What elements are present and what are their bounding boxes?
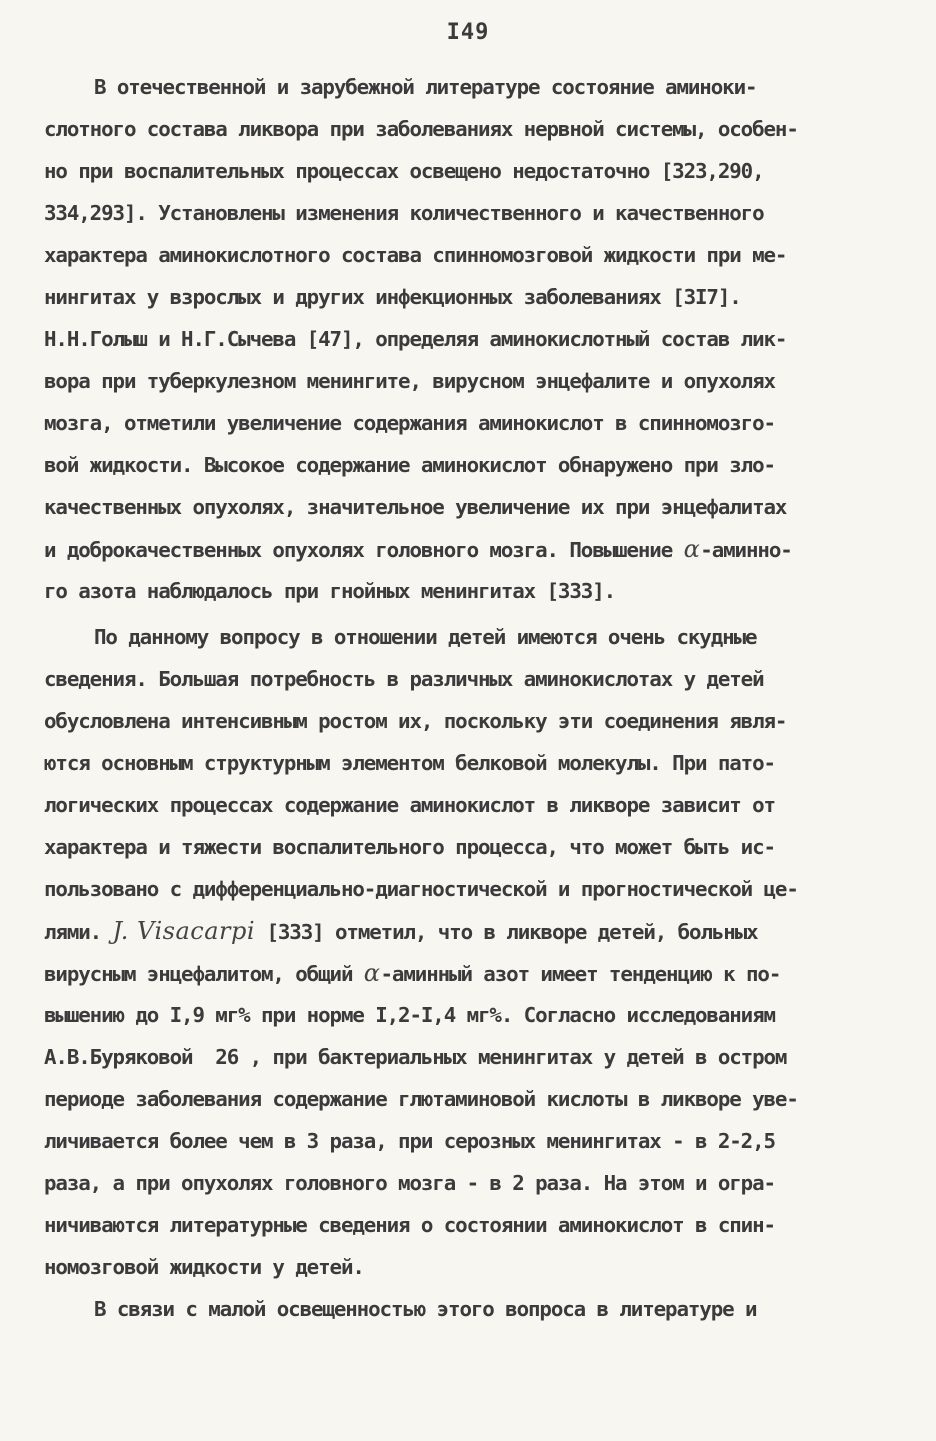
text-segment: вой жидкости. Высокое содержание аминокислот обнаружено при зло- xyxy=(44,453,775,477)
text-segment: ются основным структурным элементом белковой молекулы. При пато- xyxy=(44,751,775,775)
text-line xyxy=(44,410,775,436)
text-segment: периоде заболевания содержание глютаминовой кислоты в ликворе уве- xyxy=(44,1087,798,1111)
text-line xyxy=(44,834,775,860)
text-segment: личивается более чем в 3 раза, при серозных менингитах - в 2-2,5 xyxy=(44,1129,775,1153)
text-segment: и доброкачественных опухолях головного мозга. Повышение xyxy=(44,538,684,562)
text-line xyxy=(94,74,756,100)
text-line xyxy=(44,578,615,604)
text-segment: мозга, отметили увеличение содержания аминокислот в спинномозго- xyxy=(44,411,775,435)
text-line xyxy=(44,368,775,394)
handwritten-insert: α xyxy=(683,535,701,563)
text-segment: сведения. Большая потребность в различных аминокислотах у детей xyxy=(44,667,764,691)
text-segment: слотного состава ликвора при заболеваниях нервной системы, особен- xyxy=(44,117,798,141)
text-segment: характера и тяжести воспалительного процесса, что может быть ис- xyxy=(44,835,775,859)
text-segment: вора при туберкулезном менингите, вирусном энцефалите и опухолях xyxy=(44,369,775,393)
text-segment: но при воспалительных процессах освещено недостаточно [323,290, xyxy=(44,159,764,183)
text-line xyxy=(44,158,764,184)
handwritten-insert: J. Visacarpi xyxy=(112,917,256,945)
text-line xyxy=(44,200,764,226)
text-line xyxy=(94,624,756,650)
text-segment: [333] отметил, что в ликворе детей, больных xyxy=(255,920,758,944)
text-line xyxy=(44,708,786,734)
text-segment: -аминный азот имеет тенденцию к по- xyxy=(380,962,781,986)
text-line xyxy=(44,1044,786,1070)
text-line xyxy=(44,792,775,818)
text-line xyxy=(44,960,780,987)
text-segment: пользовано с дифференциально-диагностической и прогностической це- xyxy=(44,877,798,901)
text-segment: А.В.Буряковой 26 , при бактериальных менингитах у детей в остром xyxy=(44,1045,787,1069)
text-segment: В отечественной и зарубежной литературе состояние аминоки- xyxy=(94,75,757,99)
text-segment: го азота наблюдалось при гнойных менингитах [333]. xyxy=(44,579,616,603)
text-segment: логических процессах содержание аминокислот в ликворе зависит от xyxy=(44,793,775,817)
text-line xyxy=(44,1254,364,1280)
text-segment: характера аминокислотного состава спинномозговой жидкости при ме- xyxy=(44,243,787,267)
text-segment: вышению до I,9 мг% при норме I,2-I,4 мг%. Согласно исследованиям xyxy=(44,1003,775,1027)
text-line xyxy=(44,116,798,142)
text-line xyxy=(44,1170,775,1196)
text-segment: Н.Н.Голыш и Н.Г.Сычева [47], определяя аминокислотный состав лик- xyxy=(44,327,787,351)
text-segment: номозговой жидкости у детей. xyxy=(44,1255,364,1279)
text-segment: По данному вопросу в отношении детей имеются очень скудные xyxy=(94,625,757,649)
text-segment: -аминно- xyxy=(700,538,792,562)
text-line xyxy=(44,494,786,520)
text-line xyxy=(44,326,786,352)
text-line xyxy=(44,918,758,945)
text-segment: качественных опухолях, значительное увеличение их при энцефалитах xyxy=(44,495,787,519)
handwritten-insert: α xyxy=(363,959,381,987)
text-line xyxy=(44,1086,798,1112)
text-line xyxy=(44,1002,775,1028)
text-line xyxy=(44,750,775,776)
text-line xyxy=(44,1212,775,1238)
text-line xyxy=(44,1128,775,1154)
text-line xyxy=(44,452,775,478)
text-segment: нингитах у взрослых и других инфекционных заболеваниях [3I7]. xyxy=(44,285,741,309)
text-line xyxy=(44,242,786,268)
text-line xyxy=(94,1296,756,1322)
page-number: I49 xyxy=(446,20,490,45)
text-line xyxy=(44,284,741,310)
text-segment: раза, а при опухолях головного мозга - в 2 раза. На этом и огра- xyxy=(44,1171,775,1195)
text-segment: лями. xyxy=(44,920,113,944)
text-line xyxy=(44,666,764,692)
text-segment: ничиваются литературные сведения о состоянии аминокислот в спин- xyxy=(44,1213,775,1237)
text-line xyxy=(44,536,792,563)
text-segment: В связи с малой освещенностью этого вопроса в литературе и xyxy=(94,1297,757,1321)
text-segment: 334,293]. Установлены изменения количественного и качественного xyxy=(44,201,764,225)
text-segment: вирусным энцефалитом, общий xyxy=(44,962,364,986)
text-line xyxy=(44,876,798,902)
text-segment: обусловлена интенсивным ростом их, поскольку эти соединения явля- xyxy=(44,709,787,733)
